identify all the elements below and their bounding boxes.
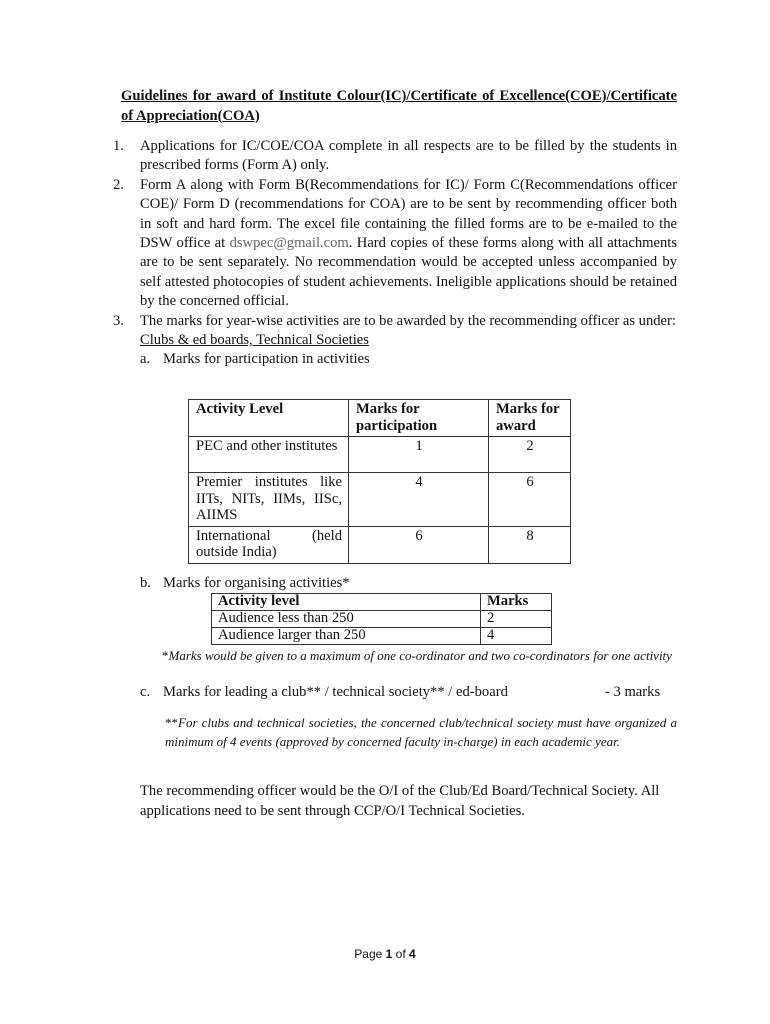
list-item: [113, 312, 677, 370]
list-item: [113, 176, 677, 312]
page-number: 1: [385, 947, 393, 961]
table-row: [189, 473, 571, 527]
item-number: 3.: [113, 312, 124, 329]
table-row: [189, 437, 571, 473]
organising-table: [211, 593, 552, 645]
section-heading: Clubs & ed boards, Technical Societies: [140, 332, 369, 349]
table-row: [189, 526, 571, 563]
table-header-cell: Activity level: [212, 594, 481, 611]
organising-footnote: *Marks would be given to a maximum of one co-ordinator and two co-cordinators for one activity: [162, 648, 672, 663]
participation-table: [188, 399, 571, 564]
sub-item-text: Marks for leading a club** / technical society** / ed-board: [163, 684, 508, 700]
page-total: 4: [409, 947, 416, 961]
table-cell: Audience less than 250: [212, 611, 481, 628]
sub-item-marks: - 3 marks: [605, 684, 661, 700]
document-title: Guidelines for award of Institute Colour(IC)/Certificate of Excellence(COE)/Certificate of Appreciation(COA): [121, 88, 677, 124]
sub-item-letter: c.: [140, 684, 151, 700]
table-header-cell: Marks for award: [489, 400, 571, 437]
table-header-cell: Marks for participation: [349, 400, 489, 437]
closing-paragraph: The recommending officer would be the O/I of the Club/Ed Board/Technical Society. All applications need to be sent through CCP/O/I Technical Societies.: [140, 783, 660, 819]
table-cell: Audience larger than 250: [212, 628, 481, 645]
sub-item-text: Marks for participation in activities: [163, 351, 370, 368]
sub-item-text: Marks for organising activities*: [163, 575, 350, 591]
table-cell: 6: [349, 526, 489, 563]
table-header-cell: Activity Level: [189, 400, 349, 437]
table-cell: 6: [489, 473, 571, 527]
list-item: [113, 137, 677, 176]
page-footer: Page 1 of 4: [354, 947, 416, 961]
item-text: . Hard copies of these forms along with all attachments are to be sent separately. No recommendation would be accepted unless accompanied by self attested photocopies of student achievements. Ineligible applications should be retained by the concerned official.: [140, 235, 677, 310]
table-cell: 2: [481, 611, 552, 628]
table-cell: International (held outside India): [189, 526, 349, 563]
item-text: The marks for year-wise activities are to be awarded by the recommending officer as under:: [140, 312, 676, 329]
table-cell: 1: [349, 437, 489, 473]
table-row: [212, 611, 552, 628]
sub-item-a: [140, 350, 677, 369]
item-text: Form A along with Form B(Recommendations for IC)/ Form C(Recommendations officer COE)/ Form D (recommendations for COA) are to be sent by recommending officer both in soft and hard form. The excel file containing the filled forms are to be e-mailed to the DSW office at: [140, 176, 677, 252]
item-number: 1.: [113, 138, 124, 154]
sub-item-letter: b.: [140, 575, 151, 591]
table-header-cell: Marks: [481, 594, 552, 611]
guidelines-list: [113, 137, 677, 370]
table-cell: 2: [489, 437, 571, 473]
table-header-row: [189, 400, 571, 437]
email-link[interactable]: dswpec@gmail.com: [229, 235, 349, 252]
table-row: [212, 628, 552, 645]
item-text: Applications for IC/COE/COA complete in all respects are to be filled by the students in prescribed forms (Form A) only.: [140, 138, 677, 174]
table-cell: 4: [349, 473, 489, 527]
clubs-footnote: **For clubs and technical societies, the concerned club/technical society must have organized a minimum of 4 events (approved by concerned faculty in-charge) in each academic year.: [165, 715, 677, 749]
table-cell: 8: [489, 526, 571, 563]
table-header-row: [212, 594, 552, 611]
table-cell: Premier institutes like IITs, NITs, IIMs, IISc, AIIMS: [189, 473, 349, 527]
table-cell: PEC and other institutes: [189, 437, 349, 473]
sub-item-letter: a.: [140, 351, 151, 368]
item-number: 2.: [113, 176, 124, 193]
sub-item-b: [140, 574, 350, 593]
table-cell: 4: [481, 628, 552, 645]
